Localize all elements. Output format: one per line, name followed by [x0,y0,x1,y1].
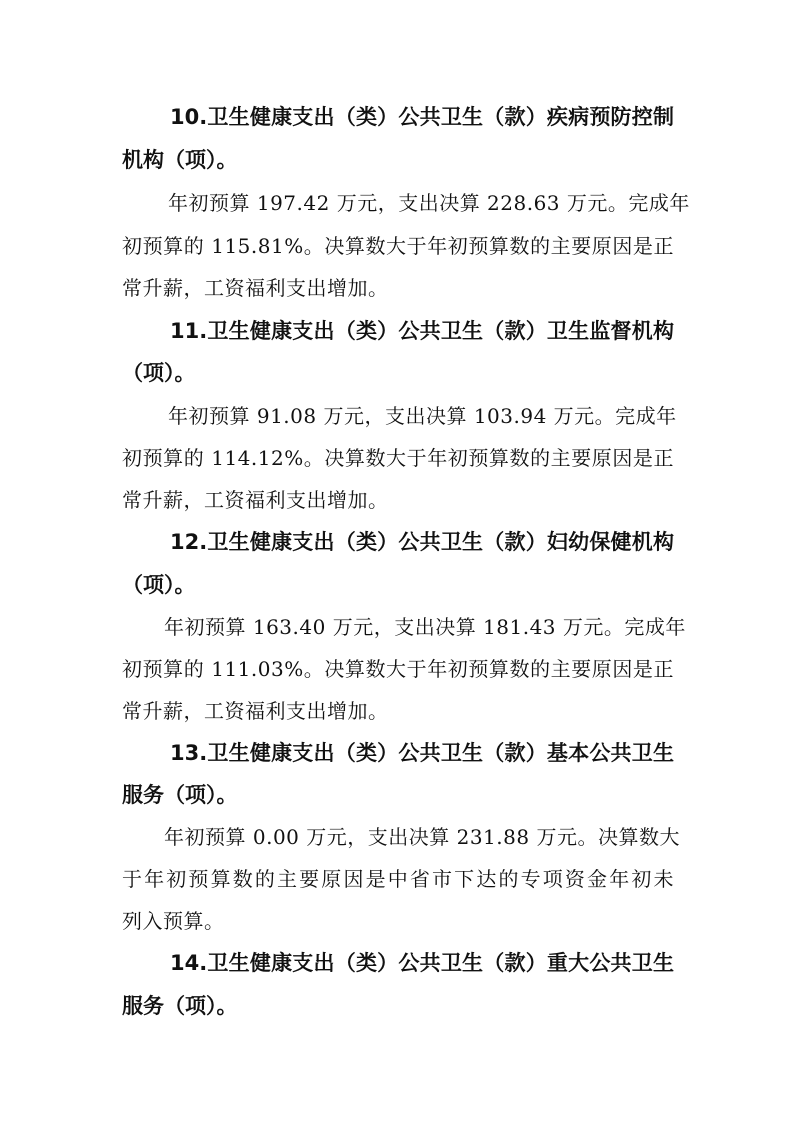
section-11-body-line3: 常升薪，工资福利支出增加。 [122,488,389,512]
section-14-heading-line2: 服务（项）。 [122,994,238,1018]
section-10-heading-line1: 10.卫生健康支出（类）公共卫生（款）疾病预防控制 [170,105,674,129]
section-13-heading-line1: 13.卫生健康支出（类）公共卫生（款）基本公共卫生 [170,741,674,765]
section-13-body-line1: 年初预算 0.00 万元，支出决算 231.88 万元。决算数大 [164,825,680,849]
section-12-body-line2: 初预算的 111.03%。决算数大于年初预算数的主要原因是正 [122,657,674,681]
section-14-heading-line1: 14.卫生健康支出（类）公共卫生（款）重大公共卫生 [170,951,674,975]
section-10-heading-line2: 机构（项）。 [122,148,238,172]
section-12-heading-line1: 12.卫生健康支出（类）公共卫生（款）妇幼保健机构 [170,530,674,554]
section-13-body-line2: 于年初预算数的主要原因是中省市下达的专项资金年初未 [122,867,674,891]
section-11-heading-line2: （项）。 [122,361,196,385]
section-10-body-line2: 初预算的 115.81%。决算数大于年初预算数的主要原因是正 [122,234,674,258]
section-12-body-line1: 年初预算 163.40 万元，支出决算 181.43 万元。完成年 [164,615,686,639]
section-11-body-line1: 年初预算 91.08 万元，支出决算 103.94 万元。完成年 [168,404,677,428]
section-10-body-line3: 常升薪，工资福利支出增加。 [122,276,389,300]
section-11-body-line2: 初预算的 114.12%。决算数大于年初预算数的主要原因是正 [122,446,674,470]
section-13-body-line3: 列入预算。 [122,909,225,933]
section-12-heading-line2: （项）。 [122,573,196,597]
section-11-heading-line1: 11.卫生健康支出（类）公共卫生（款）卫生监督机构 [170,319,674,343]
section-12-body-line3: 常升薪，工资福利支出增加。 [122,699,389,723]
section-10-body-line1: 年初预算 197.42 万元，支出决算 228.63 万元。完成年 [168,191,690,215]
section-13-heading-line2: 服务（项）。 [122,783,238,807]
